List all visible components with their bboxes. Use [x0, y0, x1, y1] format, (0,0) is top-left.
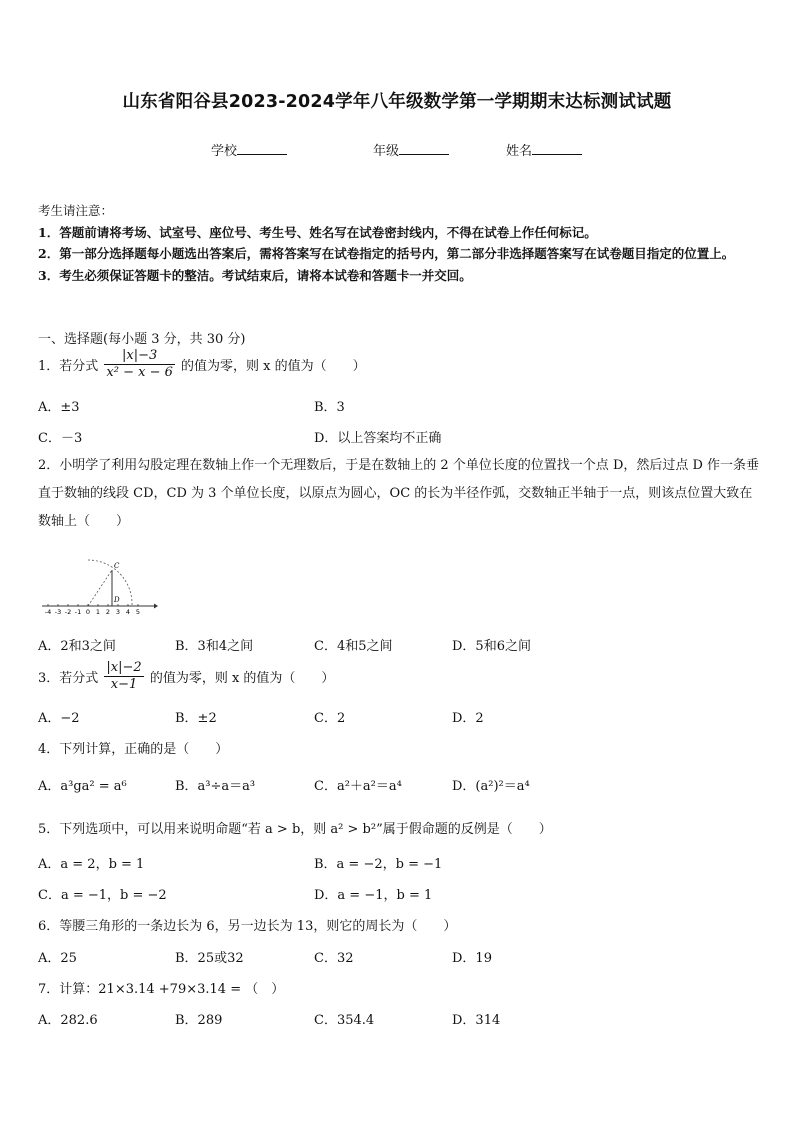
q5-option-a[interactable]: A．a = 2，b = 1 [38, 857, 145, 872]
q4-option-a[interactable]: A．a³ga² = a⁶ [38, 779, 127, 794]
q7-option-c[interactable]: C．354.4 [314, 1013, 375, 1028]
q3-denominator: x−1 [110, 677, 138, 692]
number-line-figure [40, 554, 158, 616]
q4-option-b[interactable]: B．a³÷a＝a³ [175, 779, 256, 794]
tick-label: 5 [135, 608, 141, 616]
school-blank[interactable] [237, 141, 287, 155]
q1-denominator: x² − x − 6 [106, 365, 173, 380]
q6-option-a[interactable]: A．25 [38, 951, 77, 966]
q5-option-d[interactable]: D．a = −1，b = 1 [314, 888, 433, 903]
tick-label: 4 [125, 608, 131, 616]
q7-option-d[interactable]: D．314 [452, 1013, 501, 1028]
label-c: C [114, 562, 120, 570]
q1-option-d[interactable]: D．以上答案均不正确 [314, 431, 442, 446]
q7-option-a[interactable]: A．282.6 [38, 1013, 98, 1028]
q1-numerator: |x|−3 [104, 348, 174, 365]
tick-label: 1 [95, 608, 101, 616]
label-d: D [114, 596, 120, 604]
q3-option-a[interactable]: A．−2 [38, 711, 80, 726]
arc-oc [88, 560, 132, 606]
name-blank[interactable] [532, 141, 582, 155]
tick-label: -3 [54, 608, 62, 616]
notice-heading: 考生请注意： [38, 203, 114, 218]
q2-option-d[interactable]: D．5和6之间 [452, 639, 531, 654]
question-2: 2．小明学了利用勾股定理在数轴上作一个无理数后，于是在数轴上的 2 个单位长度的位置找一个点 D，然后过点 D 作一条垂直于数轴的线段 CD，CD 为 3 个单位长度，以原点为圆心，OC 的长为半径作弧，交数轴正半轴于一点，则该点位置大致在数轴上（ ） [38, 458, 760, 529]
q1-fraction [104, 348, 174, 381]
q6-option-c[interactable]: C．32 [314, 951, 354, 966]
question-5: 5．下列选项中，可以用来说明命题“若 a > b，则 a² > b²”属于假命题的反例是（ ） [38, 822, 552, 837]
question-7: 7．计算：21×3.14 +79×3.14 = （ ） [38, 982, 285, 997]
q3-numerator: |x|−2 [106, 660, 142, 675]
q1-prefix: 1．若分式 [38, 359, 99, 374]
tick-label: 3 [115, 608, 121, 616]
q3-option-c[interactable]: C．2 [314, 711, 346, 726]
q3-prefix: 3．若分式 [38, 671, 99, 686]
q5-option-c[interactable]: C．a = −1，b = −2 [38, 888, 167, 903]
q2-option-c[interactable]: C．4和5之间 [314, 639, 393, 654]
tick-label: -2 [64, 608, 72, 616]
section-title: 一、选择题(每小题 3 分，共 30 分) [38, 332, 246, 347]
q5-option-b[interactable]: B．a = −2，b = −1 [314, 857, 443, 872]
question-4: 4．下列计算，正确的是（ ） [38, 742, 229, 757]
name-label: 姓名 [506, 144, 533, 159]
q3-suffix: 的值为零，则 x 的值为（ ） [149, 671, 335, 686]
grade-field [373, 140, 449, 159]
page-title: 山东省阳谷县2023-2024学年八年级数学第一学期期末达标测试试题 [122, 92, 672, 112]
q4-option-c[interactable]: C．a²＋a²＝a⁴ [314, 779, 402, 794]
notice-item-1: 1．答题前请将考场、试室号、座位号、考生号、姓名写在试卷密封线内，不得在试卷上作任何标记。 [38, 224, 597, 240]
question-3 [38, 660, 334, 693]
tick-label: -1 [74, 608, 82, 616]
q2-option-a[interactable]: A．2和3之间 [38, 639, 116, 654]
axis-arrow [154, 604, 158, 609]
name-field [506, 140, 582, 159]
segment-oc [88, 570, 112, 606]
q1-option-a[interactable]: A．±3 [38, 400, 80, 415]
q1-option-c[interactable]: C．－3 [38, 431, 83, 446]
grade-blank[interactable] [399, 141, 449, 155]
q3-fraction [104, 660, 143, 693]
q1-suffix: 的值为零，则 x 的值为（ ） [181, 359, 366, 374]
q6-option-d[interactable]: D．19 [452, 951, 492, 966]
school-field [211, 140, 287, 159]
q3-option-d[interactable]: D．2 [452, 711, 484, 726]
q6-option-b[interactable]: B．25或32 [175, 951, 244, 966]
tick-label: -4 [44, 608, 52, 616]
tick-label: 2 [105, 608, 111, 616]
notice-item-2: 2．第一部分选择题每小题选出答案后，需将答案写在试卷指定的括号内，第二部分非选择题答案写在试卷题目指定的位置上。 [38, 246, 735, 261]
q1-option-b[interactable]: B．3 [314, 400, 345, 415]
notice-item-3: 3．考生必须保证答题卡的整洁。考试结束后，请将本试卷和答题卡一并交回。 [38, 267, 472, 283]
notice-block [38, 200, 758, 286]
q4-option-d[interactable]: D．(a²)²＝a⁴ [452, 779, 530, 794]
q2-option-b[interactable]: B．3和4之间 [175, 639, 254, 654]
school-label: 学校 [211, 144, 238, 159]
question-1 [38, 348, 366, 381]
q3-option-b[interactable]: B．±2 [175, 711, 217, 726]
question-6: 6．等腰三角形的一条边长为 6，另一边长为 13，则它的周长为（ ） [38, 919, 457, 934]
tick-label: 0 [85, 608, 91, 616]
q7-option-b[interactable]: B．289 [175, 1013, 223, 1028]
grade-label: 年级 [373, 144, 400, 159]
